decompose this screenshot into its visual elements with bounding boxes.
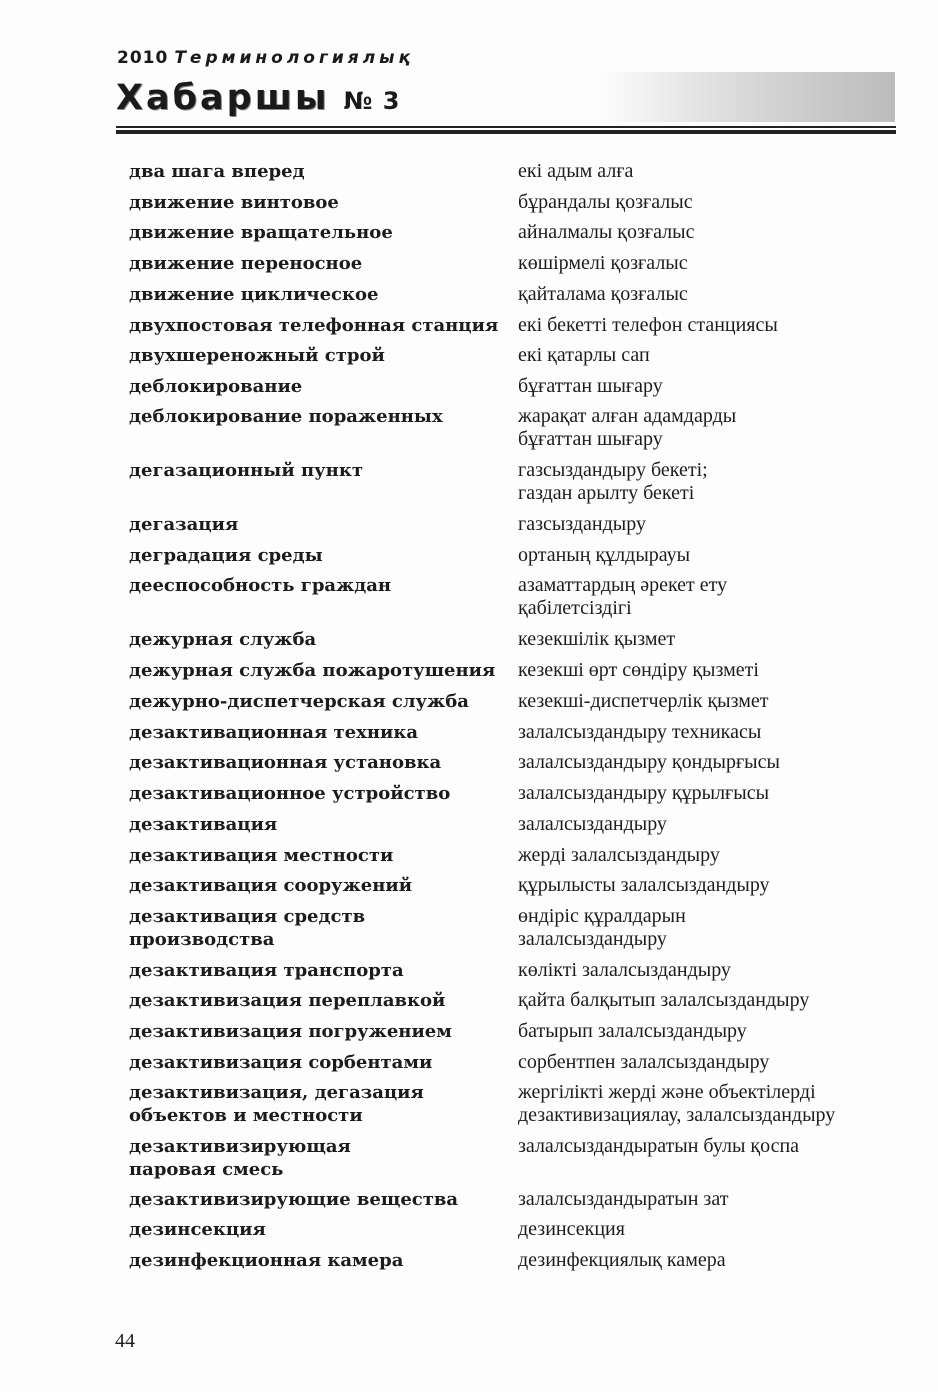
glossary-entry (0, 989, 938, 1011)
russian-term: дезактивация местности (129, 845, 394, 866)
russian-term: дезактивация (129, 814, 278, 835)
glossary-entry (0, 844, 938, 866)
russian-term: движение винтовое (129, 192, 339, 213)
glossary-entry (0, 905, 938, 950)
russian-term: дезинфекционная камера (129, 1250, 404, 1271)
russian-term: дегазация (129, 514, 239, 535)
glossary-entry (0, 751, 938, 773)
kazakh-term: құрылысты залалсыздандыру (518, 874, 770, 896)
kazakh-term: бұғаттан шығару (518, 375, 663, 397)
russian-term: дежурная служба пожаротушения (129, 660, 496, 681)
glossary-entry (0, 813, 938, 835)
glossary-entry (0, 513, 938, 535)
glossary-entry (0, 959, 938, 981)
kazakh-term: екі қатарлы сап (518, 344, 650, 366)
kazakh-term: дезинсекция (518, 1218, 625, 1240)
kazakh-term: залалсыздандыру қондырғысы (518, 751, 780, 773)
glossary-entry (0, 1020, 938, 1042)
glossary-entry (0, 191, 938, 213)
russian-term: дезактивационное устройство (129, 783, 451, 804)
russian-term: движение вращательное (129, 222, 393, 243)
journal-subtitle: Терминологиялық (174, 48, 415, 68)
russian-term: дежурно-диспетчерская служба (129, 691, 469, 712)
glossary-entry (0, 160, 938, 182)
journal-title: Хабаршы (116, 78, 330, 118)
glossary-entry (0, 1135, 938, 1180)
kazakh-term: газсыздандыру (518, 513, 646, 535)
kazakh-term: дезинфекциялық камера (518, 1249, 726, 1271)
glossary-entry (0, 252, 938, 274)
kazakh-term: өндіріс құралдарын залалсыздандыру (518, 905, 686, 950)
kazakh-term: кезекші өрт сөндіру қызметі (518, 659, 759, 681)
russian-term: движение переносное (129, 253, 363, 274)
kazakh-term: жергілікті жерді және объектілерді дезактивизациялау, залалсыздандыру (518, 1081, 836, 1126)
russian-term: дезактивация средств производства (129, 906, 366, 950)
russian-term: дезактивизирующая паровая смесь (129, 1136, 351, 1180)
russian-term: деблокирование (129, 376, 303, 397)
page-number: 44 (115, 1330, 135, 1352)
glossary-entry (0, 221, 938, 243)
glossary-entry (0, 782, 938, 804)
glossary-entry (0, 314, 938, 336)
kazakh-term: кезекшілік қызмет (518, 628, 676, 650)
russian-term: дезактивизация, дегазация объектов и местности (129, 1082, 424, 1126)
journal-year: 2010 (117, 48, 169, 68)
glossary-entry (0, 544, 938, 566)
kazakh-term: жерді залалсыздандыру (518, 844, 720, 866)
glossary-entry (0, 659, 938, 681)
russian-term: дегазационный пункт (129, 460, 363, 481)
kazakh-term: залалсыздандыру (518, 813, 667, 835)
kazakh-term: көшірмелі қозғалыс (518, 252, 688, 274)
kazakh-term: бұрандалы қозғалыс (518, 191, 693, 213)
kazakh-term: ортаның құлдырауы (518, 544, 691, 566)
russian-term: дезактивационная установка (129, 752, 442, 773)
glossary-entry (0, 628, 938, 650)
russian-term: дезактивация транспорта (129, 960, 404, 981)
russian-term: деградация среды (129, 545, 323, 566)
russian-term: дезактивизирующие вещества (129, 1189, 459, 1210)
russian-term: два шага вперед (129, 161, 305, 182)
glossary-entry (0, 405, 938, 450)
kazakh-term: кезекші-диспетчерлік қызмет (518, 690, 769, 712)
kazakh-term: залалсыздандыратын зат (518, 1188, 729, 1210)
russian-term: деблокирование пораженных (129, 406, 443, 427)
russian-term: дезактивизация переплавкой (129, 990, 446, 1011)
kazakh-term: залалсыздандыратын булы қоспа (518, 1135, 800, 1157)
kazakh-term: залалсыздандыру құрылғысы (518, 782, 770, 804)
glossary-entry (0, 459, 938, 504)
russian-term: дезактивизация погружением (129, 1021, 452, 1042)
kazakh-term: қайталама қозғалыс (518, 283, 688, 305)
russian-term: дезактивационная техника (129, 722, 419, 743)
glossary-entry (0, 375, 938, 397)
russian-term: дееспособность граждан (129, 575, 392, 596)
glossary-entry (0, 1218, 938, 1240)
kazakh-term: газсыздандыру бекеті; газдан арылту бекеті (518, 459, 708, 504)
glossary-entry (0, 721, 938, 743)
russian-term: дезактивизация сорбентами (129, 1052, 433, 1073)
kazakh-term: қайта балқытып залалсыздандыру (518, 989, 810, 1011)
glossary-entry (0, 874, 938, 896)
glossary-entry (0, 1188, 938, 1210)
glossary-entry (0, 690, 938, 712)
kazakh-term: көлікті залалсыздандыру (518, 959, 731, 981)
russian-term: дезактивация сооружений (129, 875, 413, 896)
kazakh-term: азаматтардың әрекет ету қабілетсіздігі (518, 574, 728, 619)
glossary-entry (0, 1249, 938, 1271)
russian-term: двухшереножный строй (129, 345, 385, 366)
russian-term: двухпостовая телефонная станция (129, 315, 499, 336)
kazakh-term: екі бекетті телефон станциясы (518, 314, 778, 336)
journal-issue-number: № 3 (343, 87, 401, 115)
kazakh-term: жарақат алған адамдарды бұғаттан шығару (518, 405, 737, 450)
glossary-entry (0, 574, 938, 619)
kazakh-term: сорбентпен залалсыздандыру (518, 1051, 770, 1073)
kazakh-term: батырып залалсыздандыру (518, 1020, 747, 1042)
russian-term: движение циклическое (129, 284, 379, 305)
kazakh-term: екі адым алға (518, 160, 634, 182)
glossary-entry (0, 1081, 938, 1126)
glossary-entry (0, 283, 938, 305)
kazakh-term: айналмалы қозғалыс (518, 221, 695, 243)
glossary-entry (0, 344, 938, 366)
glossary-entry (0, 1051, 938, 1073)
russian-term: дезинсекция (129, 1219, 266, 1240)
russian-term: дежурная служба (129, 629, 317, 650)
kazakh-term: залалсыздандыру техникасы (518, 721, 762, 743)
